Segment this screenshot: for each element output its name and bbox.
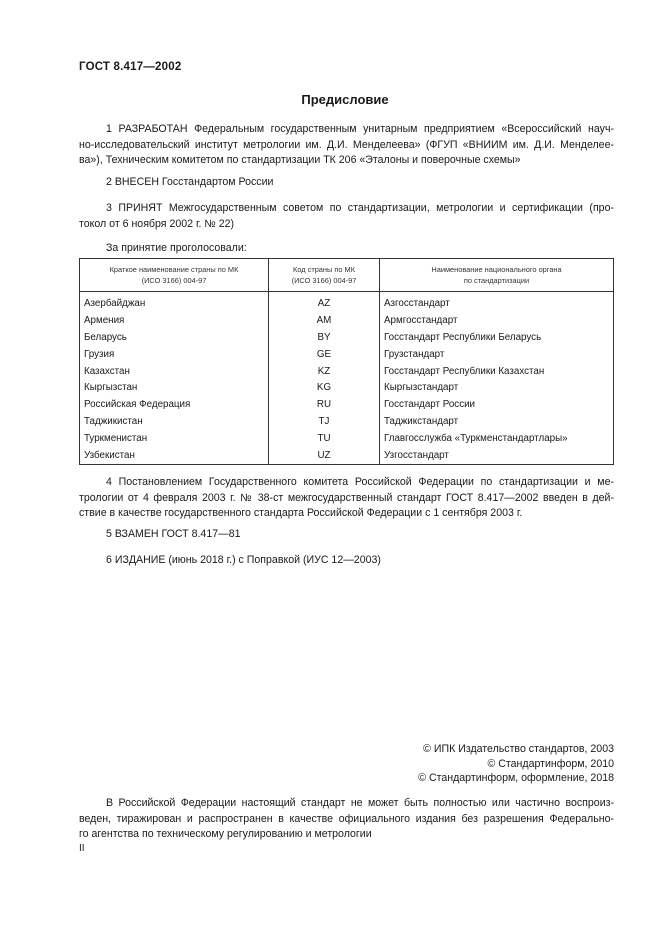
paragraph-adopted-by (79, 201, 614, 232)
paragraph-developed-by (79, 122, 614, 169)
country-cell: Кыргызстан (80, 379, 269, 396)
organization-cell: Госстандарт Республики Казахстан (380, 363, 614, 380)
text-line: трологии от 4 февраля 2003 г. № 38-ст межгосударственный стандарт ГОСТ 8.417—2002 введен в дей- (79, 491, 614, 504)
country-cell: Беларусь (80, 329, 269, 346)
country-cell: Узбекистан (80, 447, 269, 464)
copyright-line: © Стандартинформ, оформление, 2018 (418, 772, 614, 784)
organization-cell: Армгосстандарт (380, 312, 614, 329)
copyright-line: © ИПК Издательство стандартов, 2003 (423, 743, 614, 755)
table-row (80, 396, 614, 413)
paragraph-replaces: 5 ВЗАМЕН ГОСТ 8.417—81 (106, 528, 241, 540)
copyright-line: © Стандартинформ, 2010 (487, 757, 614, 770)
table-row (80, 346, 614, 363)
voting-table (79, 258, 614, 465)
table-header-row (80, 259, 614, 292)
code-cell: TJ (269, 413, 380, 430)
text-line: ва»), Техническим комитетом по стандартизации ТК 206 «Эталоны и поверочные схемы» (79, 154, 521, 166)
organization-cell: Таджикстандарт (380, 413, 614, 430)
country-cell: Российская Федерация (80, 396, 269, 413)
table-row (80, 363, 614, 380)
code-cell: TU (269, 430, 380, 447)
text-line: но-исследовательский институт метрологии им. Д.И. Менделеева» (ФГУП «ВНИИМ им. Д.И. Менделее- (79, 138, 614, 151)
text-line: го агентства по техническому регулированию и метрологии (79, 828, 372, 840)
text-line: ствие в качестве государственного стандарта Российской Федерации с 1 сентября 2003 г. (79, 507, 523, 519)
paragraph-enacted-by (79, 475, 614, 522)
document-code: ГОСТ 8.417—2002 (79, 61, 182, 73)
organization-cell: Азгосстандарт (380, 292, 614, 312)
organization-cell: Госстандарт Республики Беларусь (380, 329, 614, 346)
country-cell: Азербайджан (80, 292, 269, 312)
code-cell: GE (269, 346, 380, 363)
table-row (80, 379, 614, 396)
copyright-block (418, 742, 614, 786)
code-cell: KZ (269, 363, 380, 380)
text-line: 4 Постановлением Государственного комитета Российской Федерации по стандартизации и ме- (106, 476, 614, 488)
paragraph-edition: 6 ИЗДАНИЕ (июнь 2018 г.) с Поправкой (ИУС 12—2003) (106, 554, 381, 566)
text-line: В Российской Федерации настоящий стандарт не может быть полностью или частично воспроиз- (106, 797, 614, 809)
organization-cell: Кыргызстандарт (380, 379, 614, 396)
country-cell: Таджикистан (80, 413, 269, 430)
paragraph-introduced-by: 2 ВНЕСЕН Госстандартом России (106, 176, 274, 188)
reproduction-notice (79, 796, 614, 843)
organization-cell: Грузстандарт (380, 346, 614, 363)
table-row (80, 413, 614, 430)
code-cell: BY (269, 329, 380, 346)
country-cell: Армения (80, 312, 269, 329)
organization-cell: Узгосстандарт (380, 447, 614, 464)
code-cell: KG (269, 379, 380, 396)
column-header-organization: Наименование национального органа по стандартизации (380, 259, 614, 292)
table-row (80, 292, 614, 312)
text-line: 1 РАЗРАБОТАН Федеральным государственным унитарным предприятием «Всероссийский науч- (106, 123, 614, 135)
organization-cell: Главгосслужба «Туркменстандартлары» (380, 430, 614, 447)
code-cell: AZ (269, 292, 380, 312)
page-number: II (79, 843, 85, 854)
text-line: веден, тиражирован и распространен в качестве официального издания без разрешения Федерально- (79, 812, 614, 825)
vote-intro: За принятие проголосовали: (106, 242, 247, 254)
table-row (80, 430, 614, 447)
table-row (80, 447, 614, 464)
country-cell: Туркменистан (80, 430, 269, 447)
column-header-code: Код страны по МК (ИСО 3166) 004-97 (269, 259, 380, 292)
country-cell: Казахстан (80, 363, 269, 380)
code-cell: UZ (269, 447, 380, 464)
text-line: 3 ПРИНЯТ Межгосударственным советом по стандартизации, метрологии и сертификации (про- (106, 202, 614, 214)
code-cell: RU (269, 396, 380, 413)
table-row (80, 329, 614, 346)
table-row (80, 312, 614, 329)
text-line: токол от 6 ноября 2002 г. № 22) (79, 217, 235, 230)
code-cell: AM (269, 312, 380, 329)
page-title: Предисловие (301, 92, 389, 107)
country-cell: Грузия (80, 346, 269, 363)
organization-cell: Госстандарт России (380, 396, 614, 413)
column-header-country: Краткое наименование страны по МК (ИСО 3166) 004-97 (80, 259, 269, 292)
